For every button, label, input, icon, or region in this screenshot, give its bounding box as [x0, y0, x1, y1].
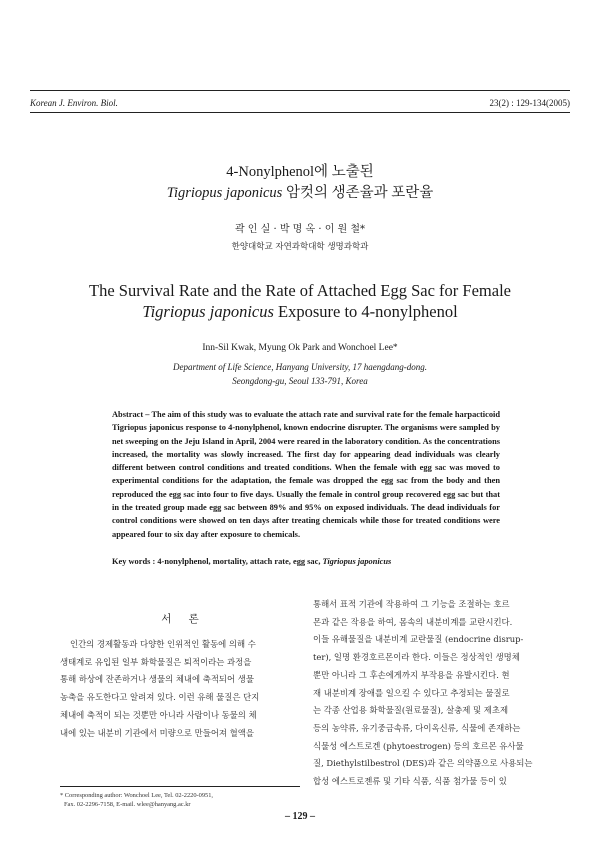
- right-line-11: 합성 에스트로젠류 및 기타 식품, 식품 첨가물 등이 있: [313, 776, 507, 787]
- left-line-2: 생태계로 유입된 일부 화학물질은 퇴적이라는 과정을: [60, 656, 252, 667]
- right-line-2: 몬과 같은 작용을 하여, 몸속의 내분비계를 교란시킨다.: [313, 616, 513, 627]
- english-title-line1: The Survival Rate and the Rate of Attached Egg Sac for Female: [89, 281, 511, 300]
- footnote: [60, 791, 300, 809]
- right-line-8: 등의 농약류, 유기중금속류, 다이옥신류, 식물에 존재하는: [313, 722, 521, 733]
- english-affiliation-line1: Department of Life Science, Hanyang University, 17 haengdang-dong.: [173, 362, 427, 372]
- left-line-6: 내에 있는 내분비 기관에서 미량으로 만들어져 혈액을: [60, 727, 254, 738]
- header-top-rule: [30, 90, 570, 91]
- keywords-text: 4-nonylphenol, mortality, attach rate, egg sac,: [157, 557, 323, 566]
- right-line-1: 통해서 표적 기관에 작용하여 그 기능을 조절하는 호르: [313, 599, 510, 609]
- journal-name: Korean J. Environ. Biol.: [30, 98, 118, 108]
- section-heading-introduction: 서 론: [161, 613, 199, 625]
- korean-title-line2: [0, 181, 600, 202]
- right-line-7: 는 각종 산업용 화학물질(원료물질), 살충제 및 제초제: [313, 705, 509, 716]
- right-line-5: 뿐만 아니라 그 후손에게까지 부작용을 유발시킨다. 현: [313, 669, 510, 680]
- right-line-9: 식물성 에스트로겐 (phytoestrogen) 등의 호르몬 유사물: [313, 740, 524, 751]
- korean-affiliation: 한양대학교 자연과학대학 생명과학과: [231, 242, 369, 252]
- english-title-line2: [0, 302, 600, 322]
- left-column-text: [60, 636, 300, 742]
- english-authors: Inn-Sil Kwak, Myung Ok Park and Wonchoel Lee*: [202, 343, 398, 353]
- korean-title-line1: 4-Nonylphenol에 노출된: [226, 164, 374, 180]
- abstract-text: – The aim of this study was to evaluate the attach rate and survival rate for the female harpacticoid Tigriopus japonicus response to 4-nonylphenol, known endocrine disrupter. The organisms were sampled by net sweeping on the Jeju Island in April, 2004 were reared in the laboratory condition. As the concentrations increased, the mortality was slowly increased. The first day for appearing dead individuals was clearly different between control conditions and treated conditions. When the female with egg sac was moved to experimental conditions for the adaptation, the female was dropped the egg sac from the body and then reproduced the egg sac into four to five days. Usually the female in control group recovered egg sac but that in the treated group made egg sac between 89% and 95% on exposed individuals. The dead individuals for control conditions were showed on ten days after treating chemicals while those for treated conditions were appeared four to six day after exposure to chemicals.: [112, 410, 500, 539]
- left-line-4: 농축을 유도한다고 알려져 있다. 이런 유해 물질은 단지: [60, 692, 260, 703]
- volume-pages: 23(2) : 129-134(2005): [489, 98, 570, 108]
- left-line-1: 인간의 경제활동과 다양한 인위적인 활동에 의해 수: [70, 639, 256, 649]
- keywords-label: Key words :: [112, 557, 158, 566]
- left-line-3: 통해 하상에 잔존하거나 생물의 체내에 축적되어 생물: [60, 674, 254, 685]
- korean-title-species: Tigriopus japonicus: [166, 185, 283, 201]
- footnote-line2: Fax. 02-2296-7158, E-mail. wlee@hanyang.ac.kr: [64, 801, 191, 808]
- keywords-species: Tigriopus japonicus: [322, 557, 392, 566]
- english-title-species: Tigriopus japonicus: [142, 302, 274, 321]
- left-line-5: 체내에 축적이 되는 것뿐만 아니라 사람이나 동물의 체: [60, 709, 257, 720]
- page-number: – 129 –: [285, 811, 315, 822]
- footnote-line1: * Corresponding author: Wonchoel Lee, Tel. 02-2220-0951,: [60, 792, 214, 799]
- footnote-rule: [60, 786, 300, 787]
- header-bottom-rule: [30, 112, 570, 113]
- english-title-rest: Exposure to 4-nonylphenol: [273, 302, 458, 321]
- right-line-4: ter), 일명 환경호르몬이라 한다. 이들은 정상적인 생명체: [313, 652, 520, 663]
- english-affiliation-line2: Seongdong-gu, Seoul 133-791, Korea: [232, 376, 368, 386]
- korean-authors: 곽 인 실 · 박 명 옥 · 이 원 철*: [234, 224, 366, 235]
- right-column-text: [313, 596, 559, 791]
- korean-title-rest: 암컷의 생존율과 포란율: [282, 185, 434, 201]
- keywords: [112, 557, 500, 566]
- abstract: [112, 408, 500, 541]
- right-line-3: 이들 유해물질을 내분비계 교란물질 (endocrine disrup-: [313, 634, 524, 645]
- right-line-10: 질, Diethylstilbestrol (DES)과 같은 의약품으로 사용되는: [313, 758, 533, 769]
- right-line-6: 재 내분비계 장애를 일으킬 수 있다고 추정되는 물질로: [313, 687, 510, 698]
- abstract-label: Abstract: [112, 410, 144, 419]
